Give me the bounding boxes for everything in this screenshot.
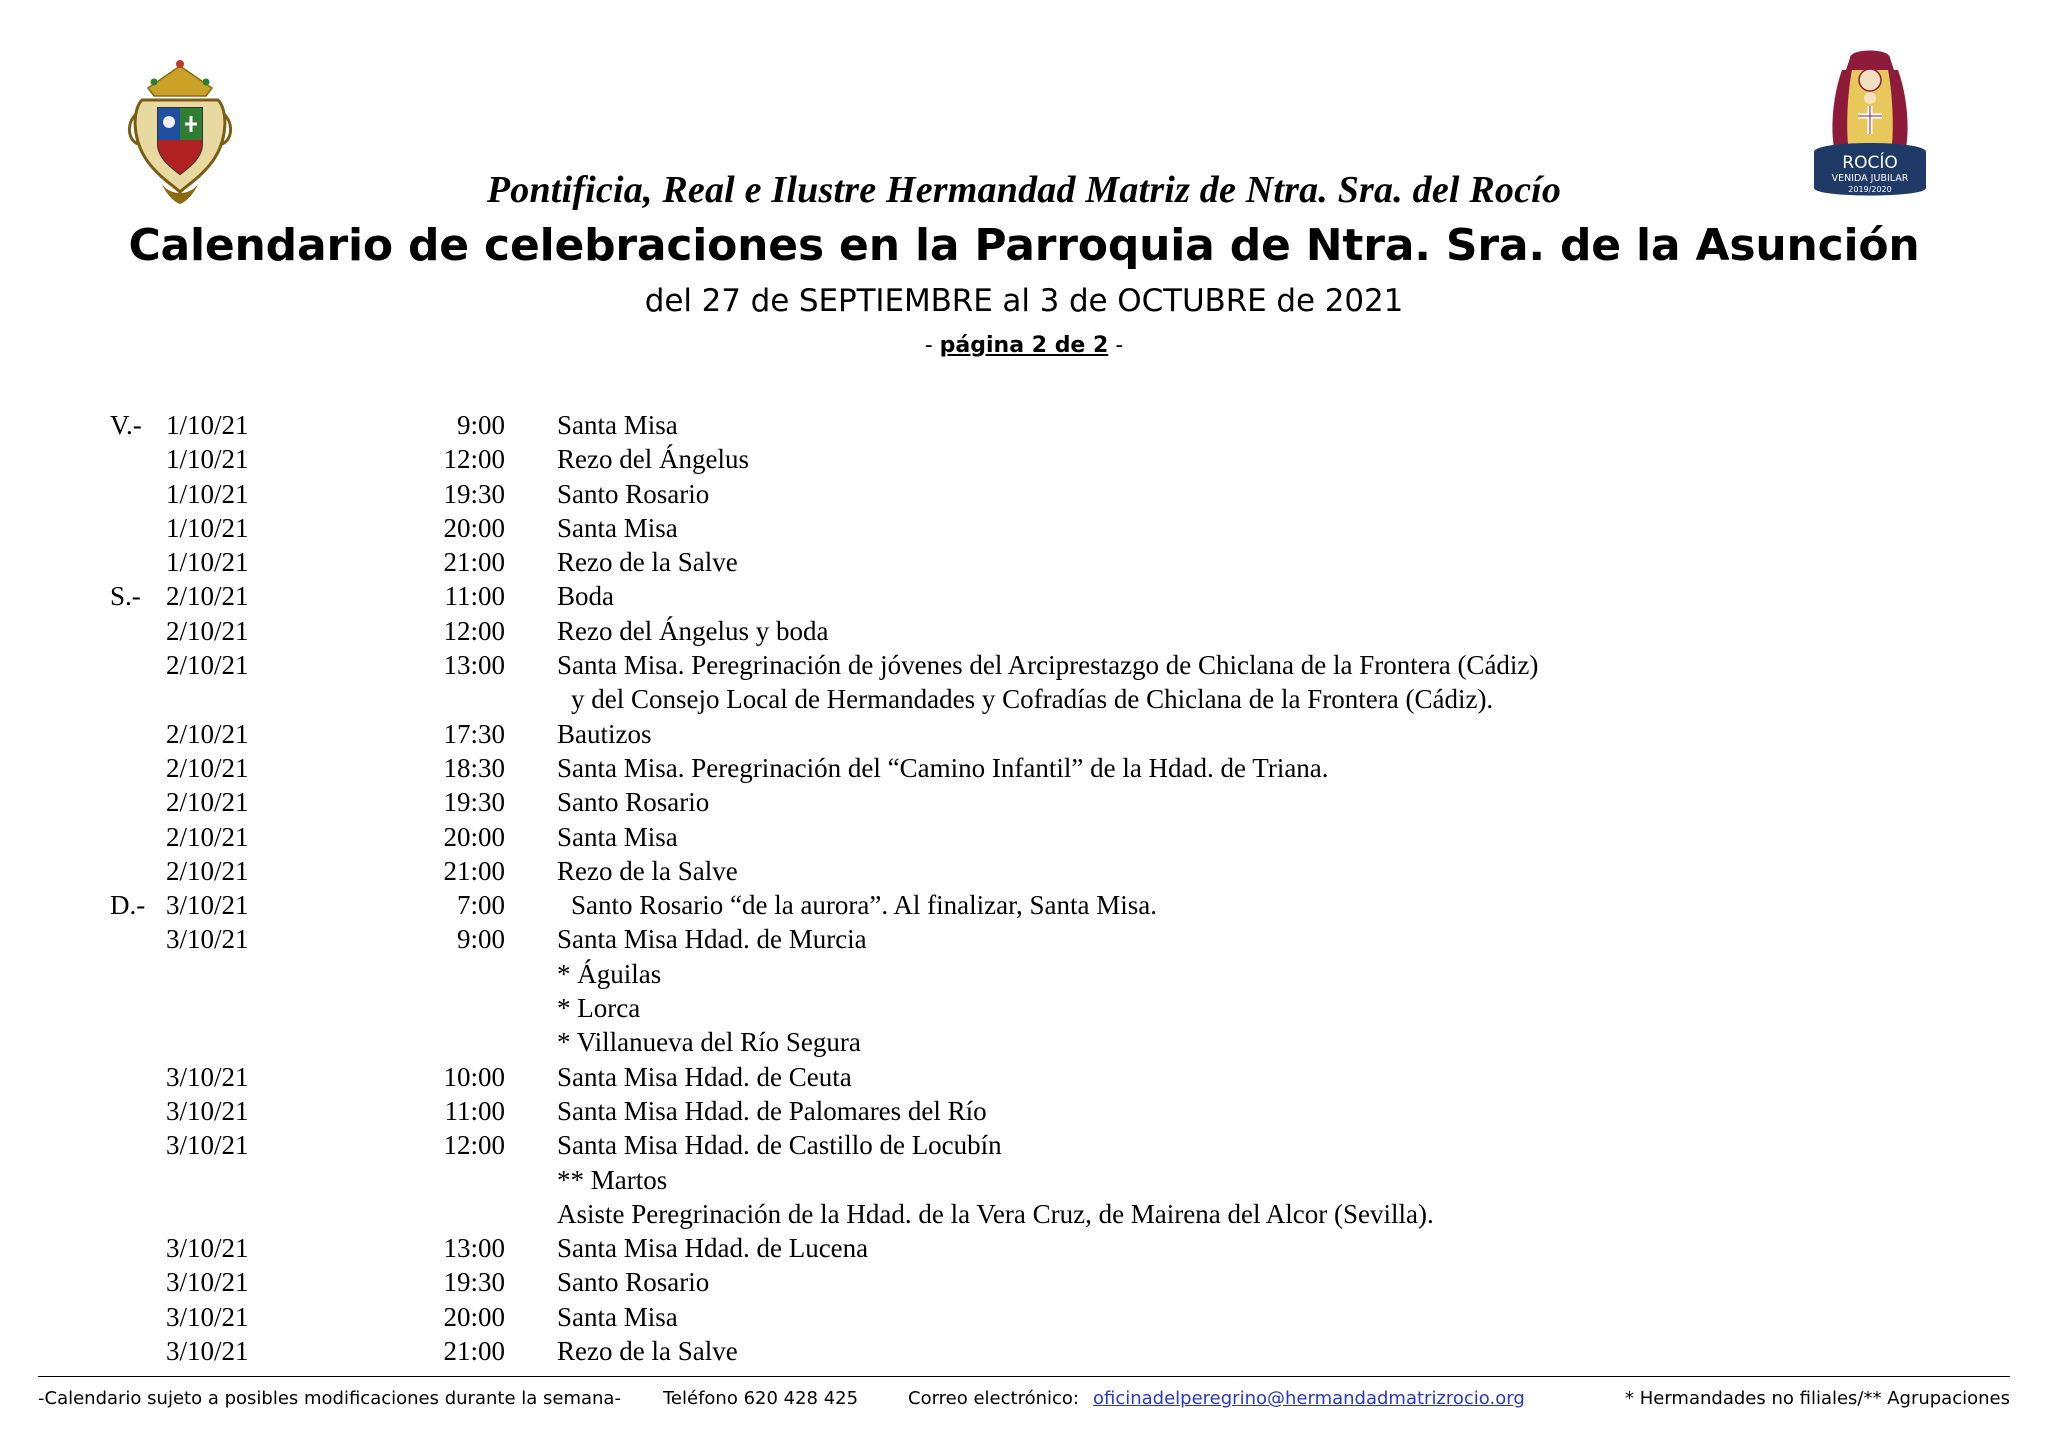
schedule-time: 7:00	[456, 890, 505, 921]
schedule-time: 10:00	[443, 1061, 505, 1092]
schedule-list	[0, 408, 2048, 1368]
schedule-date: 1/10/21	[166, 512, 249, 543]
schedule-date: 3/10/21	[166, 924, 249, 955]
schedule-date: 3/10/21	[166, 1233, 249, 1264]
schedule-description: Santa Misa. Peregrinación del “Camino Infantil” de la Hdad. de Triana.	[557, 752, 1329, 783]
footer-email-label: Correo electrónico:	[908, 1388, 1079, 1409]
schedule-time: 19:30	[443, 1267, 505, 1298]
schedule-time: 20:00	[443, 512, 505, 543]
schedule-description: Santa Misa Hdad. de Palomares del Río	[557, 1095, 987, 1126]
schedule-row	[0, 1334, 2048, 1368]
schedule-description: Santo Rosario	[557, 478, 710, 509]
schedule-description: Santa Misa	[557, 410, 678, 440]
schedule-row	[0, 991, 2048, 1025]
schedule-date: 3/10/21	[166, 1336, 249, 1367]
footer-note: -Calendario sujeto a posibles modificaciones durante la semana-	[38, 1388, 621, 1409]
schedule-description: Santo Rosario	[557, 787, 710, 818]
schedule-row	[0, 785, 2048, 819]
schedule-description: Santa Misa Hdad. de Murcia	[557, 924, 867, 955]
document-header	[0, 0, 2048, 380]
schedule-time: 21:00	[443, 1336, 505, 1367]
logo-text-years: 2019/2020	[1848, 185, 1892, 194]
schedule-time: 12:00	[443, 444, 505, 475]
schedule-description: ** Martos	[557, 1164, 668, 1195]
schedule-row	[0, 751, 2048, 785]
schedule-date: 1/10/21	[166, 410, 249, 440]
schedule-description: Santo Rosario “de la aurora”. Al finalizar, Santa Misa.	[571, 890, 1157, 921]
footer-email-link[interactable]: oficinadelperegrino@hermandadmatrizrocio.org	[1092, 1388, 1525, 1409]
schedule-row	[0, 545, 2048, 579]
schedule-row	[0, 648, 2048, 682]
schedule-row	[0, 1060, 2048, 1094]
schedule-time: 21:00	[443, 855, 505, 886]
schedule-description: Asiste Peregrinación de la Hdad. de la Vera Cruz, de Mairena del Alcor (Sevilla).	[557, 1198, 1434, 1229]
schedule-date: 2/10/21	[166, 615, 249, 646]
schedule-time: 9:00	[456, 410, 505, 440]
schedule-date: 3/10/21	[166, 1095, 249, 1126]
organization-title: Pontificia, Real e Ilustre Hermandad Matriz de Ntra. Sra. del Rocío	[486, 169, 1562, 211]
page-indicator	[0, 333, 2048, 358]
schedule-date: 2/10/21	[166, 855, 249, 886]
page-title: Calendario de celebraciones en la Parroquia de Ntra. Sra. de la Asunción	[128, 219, 1920, 271]
schedule-row	[0, 1231, 2048, 1265]
schedule-date: 3/10/21	[166, 890, 249, 921]
schedule-description: Santa Misa Hdad. de Castillo de Locubín	[557, 1130, 1002, 1161]
schedule-row	[0, 1300, 2048, 1334]
schedule-row	[0, 820, 2048, 854]
page-indicator-suffix: -	[1108, 332, 1124, 358]
schedule-row	[0, 1265, 2048, 1299]
schedule-date: 2/10/21	[166, 581, 249, 612]
schedule-row	[0, 1128, 2048, 1162]
schedule-row	[0, 957, 2048, 991]
document-footer	[0, 1376, 2048, 1428]
schedule-time: 13:00	[443, 1233, 505, 1264]
schedule-row	[0, 682, 2048, 716]
schedule-row	[0, 1025, 2048, 1059]
schedule-description: Bautizos	[557, 718, 652, 749]
schedule-description: Rezo de la Salve	[557, 1336, 738, 1367]
schedule-description: * Águilas	[557, 958, 662, 989]
schedule-date: 1/10/21	[166, 547, 249, 578]
schedule-row	[0, 614, 2048, 648]
schedule-time: 20:00	[443, 821, 505, 852]
schedule-row	[0, 408, 2048, 442]
logo-text-venida-jubilar: VENIDA JUBILAR	[1831, 173, 1909, 184]
footer-legend: * Hermandades no filiales/** Agrupaciones	[1625, 1388, 2010, 1409]
schedule-date: 2/10/21	[166, 821, 249, 852]
schedule-time: 19:30	[443, 787, 505, 818]
schedule-row	[0, 1197, 2048, 1231]
schedule-description: Santa Misa Hdad. de Lucena	[557, 1233, 869, 1264]
schedule-time: 12:00	[443, 1130, 505, 1161]
schedule-weekday: D.-	[110, 890, 146, 921]
schedule-time: 18:30	[443, 752, 505, 783]
schedule-row	[0, 579, 2048, 613]
schedule-time: 21:00	[443, 547, 505, 578]
schedule-time: 19:30	[443, 478, 505, 509]
schedule-description: Santa Misa	[557, 512, 678, 543]
schedule-time: 11:00	[444, 581, 505, 612]
schedule-row	[0, 442, 2048, 476]
schedule-row	[0, 717, 2048, 751]
schedule-date: 3/10/21	[166, 1130, 249, 1161]
schedule-weekday: V.-	[110, 410, 142, 440]
schedule-description: * Villanueva del Río Segura	[557, 1027, 861, 1058]
schedule-description: Rezo del Ángelus	[557, 444, 749, 475]
schedule-date: 3/10/21	[166, 1061, 249, 1092]
schedule-description: Santa Misa. Peregrinación de jóvenes del Arciprestazgo de Chiclana de la Frontera (Cádiz)	[557, 650, 1539, 681]
schedule-time: 17:30	[443, 718, 505, 749]
schedule-row	[0, 888, 2048, 922]
schedule-row	[0, 922, 2048, 956]
schedule-date: 1/10/21	[166, 478, 249, 509]
schedule-description: Santa Misa Hdad. de Ceuta	[557, 1061, 852, 1092]
page-indicator-label: página 2 de 2	[939, 332, 1109, 358]
schedule-description: Rezo del Ángelus y boda	[557, 615, 829, 646]
schedule-description: Rezo de la Salve	[557, 855, 738, 886]
schedule-date: 3/10/21	[166, 1267, 249, 1298]
schedule-time: 11:00	[444, 1095, 505, 1126]
schedule-time: 9:00	[456, 924, 505, 955]
schedule-row	[0, 477, 2048, 511]
schedule-row	[0, 854, 2048, 888]
schedule-row	[0, 1094, 2048, 1128]
schedule-date: 2/10/21	[166, 650, 249, 681]
schedule-row	[0, 511, 2048, 545]
schedule-row	[0, 1163, 2048, 1197]
footer-phone: Teléfono 620 428 425	[663, 1388, 859, 1409]
schedule-description: * Lorca	[557, 993, 641, 1024]
schedule-description: y del Consejo Local de Hermandades y Cofradías de Chiclana de la Frontera (Cádiz).	[571, 684, 1494, 715]
schedule-date: 2/10/21	[166, 787, 249, 818]
schedule-date: 2/10/21	[166, 752, 249, 783]
schedule-time: 20:00	[443, 1301, 505, 1332]
date-range-subtitle: del 27 de SEPTIEMBRE al 3 de OCTUBRE de 2021	[644, 282, 1404, 319]
schedule-description: Boda	[557, 581, 614, 612]
page-indicator-prefix: -	[924, 332, 940, 358]
schedule-date: 2/10/21	[166, 718, 249, 749]
schedule-description: Rezo de la Salve	[557, 547, 738, 578]
footer-divider	[38, 1376, 2010, 1377]
title-block	[0, 170, 2048, 358]
schedule-time: 13:00	[443, 650, 505, 681]
schedule-time: 12:00	[443, 615, 505, 646]
schedule-description: Santa Misa	[557, 1301, 678, 1332]
schedule-weekday: S.-	[110, 581, 141, 612]
logo-text-rocio: ROCÍO	[1842, 153, 1898, 173]
schedule-date: 3/10/21	[166, 1301, 249, 1332]
schedule-description: Santa Misa	[557, 821, 678, 852]
schedule-date: 1/10/21	[166, 444, 249, 475]
schedule-description: Santo Rosario	[557, 1267, 710, 1298]
